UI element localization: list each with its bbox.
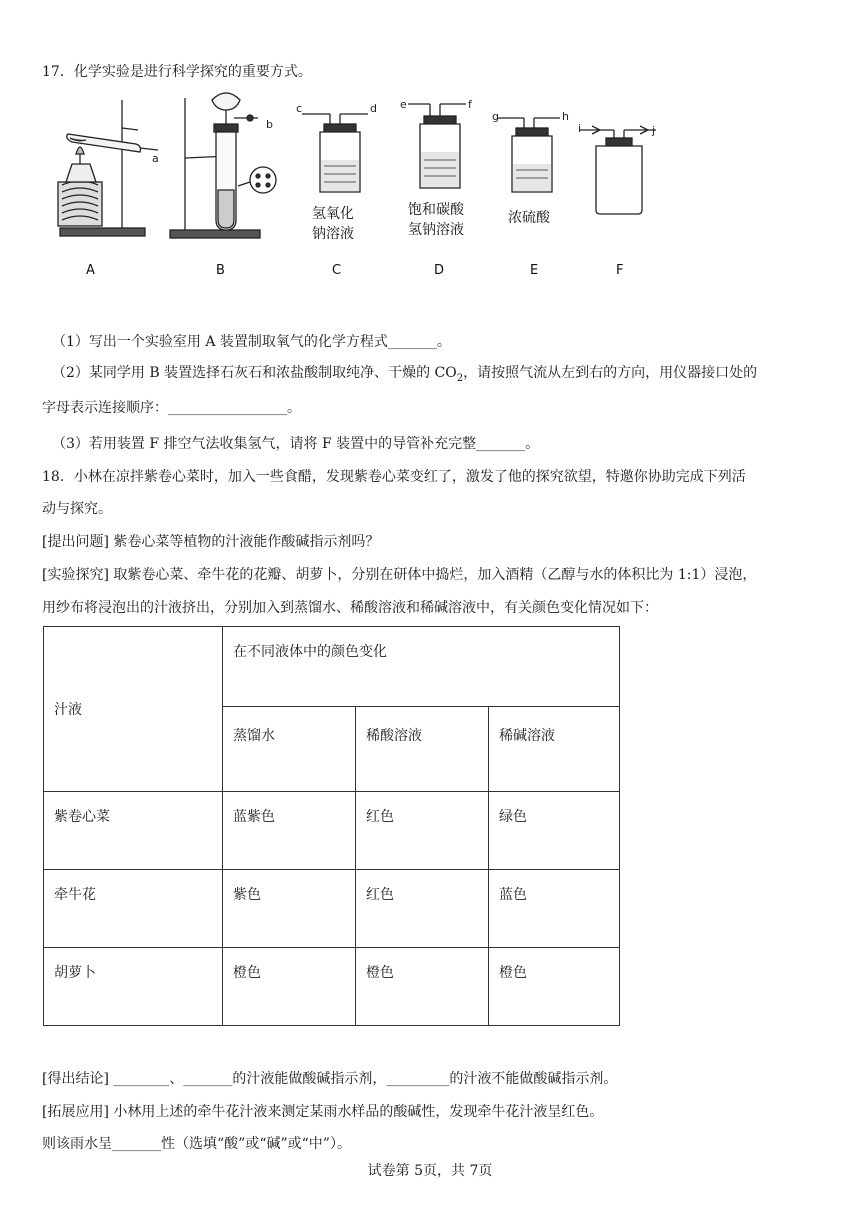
row-name: 胡萝卜 — [44, 948, 223, 1026]
label-f-port: f — [468, 98, 472, 111]
liquid-c-line2: 钠溶液 — [312, 226, 354, 242]
label-c-port: c — [296, 102, 303, 115]
liquid-d-line1: 饱和碳酸 — [408, 202, 464, 218]
table-row — [44, 792, 620, 870]
label-g-port: g — [492, 110, 499, 123]
liquid-e: 浓硫酸 — [508, 210, 550, 226]
label-A: A — [86, 263, 95, 278]
q17-part2-cont: 字母表示连接顺序：_________________。 — [42, 400, 301, 416]
label-C: C — [332, 263, 342, 278]
label-e-port: e — [400, 98, 407, 111]
q17-part2-a: （2）某同学用 B 装置选择石灰石和浓盐酸制取纯净、干燥的 CO — [52, 365, 457, 381]
q17-part2-sub: 2 — [456, 372, 464, 384]
q17-part1: （1）写出一个实验室用 A 装置制取氧气的化学方程式_______。 — [52, 334, 451, 350]
cell-water: 蓝紫色 — [223, 792, 356, 870]
cell-base: 蓝色 — [489, 870, 620, 948]
label-a-port: a — [152, 152, 159, 165]
color-change-table — [43, 626, 620, 1026]
q18-explore-cont: 用纱布将浸泡出的汁液挤出，分别加入到蒸馏水、稀酸溶液和稀碱溶液中，有关颜色变化情况如下： — [42, 600, 658, 616]
label-b-port: b — [266, 118, 273, 131]
liquid-c-line1: 氢氧化 — [312, 206, 354, 222]
q18-question: [提出问题] 紫卷心菜等植物的汁液能作酸碱指示剂吗？ — [42, 534, 380, 550]
row-name: 紫卷心菜 — [44, 792, 223, 870]
apparatus-e — [498, 118, 560, 192]
q17-part3: （3）若用装置 F 排空气法收集氢气，请将 F 装置中的导管补充完整_______。 — [52, 436, 540, 452]
cell-acid: 橙色 — [356, 948, 489, 1026]
q17-part2 — [52, 363, 757, 389]
label-h-port: h — [562, 110, 569, 123]
label-i-port: i — [578, 122, 582, 135]
apparatus-d — [408, 104, 466, 188]
q18-conclusion: [得出结论] ________、_______的汁液能做酸碱指示剂，_________的汁液不能做酸碱指示剂。 — [42, 1071, 618, 1087]
label-F: F — [616, 263, 624, 278]
cell-water: 橙色 — [223, 948, 356, 1026]
label-D: D — [434, 263, 445, 278]
cell-base: 绿色 — [489, 792, 620, 870]
apparatus-figure — [40, 90, 680, 285]
apparatus-b — [170, 93, 276, 238]
table-row — [44, 870, 620, 948]
apparatus-f — [580, 126, 656, 214]
liquid-d-line2: 氢钠溶液 — [408, 222, 464, 238]
q18-apply: [拓展应用] 小林用上述的牵牛花汁液来测定某雨水样品的酸碱性，发现牵牛花汁液呈红色。 — [42, 1104, 604, 1120]
cell-base: 橙色 — [489, 948, 620, 1026]
cell-acid: 红色 — [356, 870, 489, 948]
q18-explore: [实验探究] 取紫卷心菜、牵牛花的花瓣、胡萝卜，分别在研体中捣烂，加入酒精（乙醇与水的体积比为 1:1）浸泡， — [42, 567, 757, 583]
table-row — [44, 948, 620, 1026]
page-footer: 试卷第 5页，共 7页 — [367, 1163, 493, 1179]
label-d-port: d — [370, 102, 377, 115]
q18-title-cont: 动与探究。 — [42, 501, 112, 517]
apparatus-a — [58, 100, 158, 236]
cell-water: 紫色 — [223, 870, 356, 948]
q17-part2-b: ，请按照气流从左到右的方向，用仪器接口处的 — [463, 365, 758, 381]
label-E: E — [530, 263, 539, 278]
header-col-base: 稀碱溶液 — [489, 707, 620, 792]
row-name: 牵牛花 — [44, 870, 223, 948]
q17-title: 17．化学实验是进行科学探究的重要方式。 — [42, 64, 312, 80]
cell-acid: 红色 — [356, 792, 489, 870]
label-B: B — [216, 263, 225, 278]
header-col-water: 蒸馏水 — [223, 707, 356, 792]
header-col-acid: 稀酸溶液 — [356, 707, 489, 792]
q18-apply-cont: 则该雨水呈_______性（选填“酸”或“碱”或“中”）。 — [42, 1136, 351, 1152]
label-j-port: j — [652, 124, 656, 137]
header-juice: 汁液 — [44, 627, 223, 792]
q18-title: 18．小林在凉拌紫卷心菜时，加入一些食醋，发现紫卷心菜变红了，激发了他的探究欲望，特邀你协助完成下列活 — [42, 469, 746, 485]
apparatus-c — [302, 114, 368, 192]
header-color-change: 在不同液体中的颜色变化 — [223, 627, 620, 707]
